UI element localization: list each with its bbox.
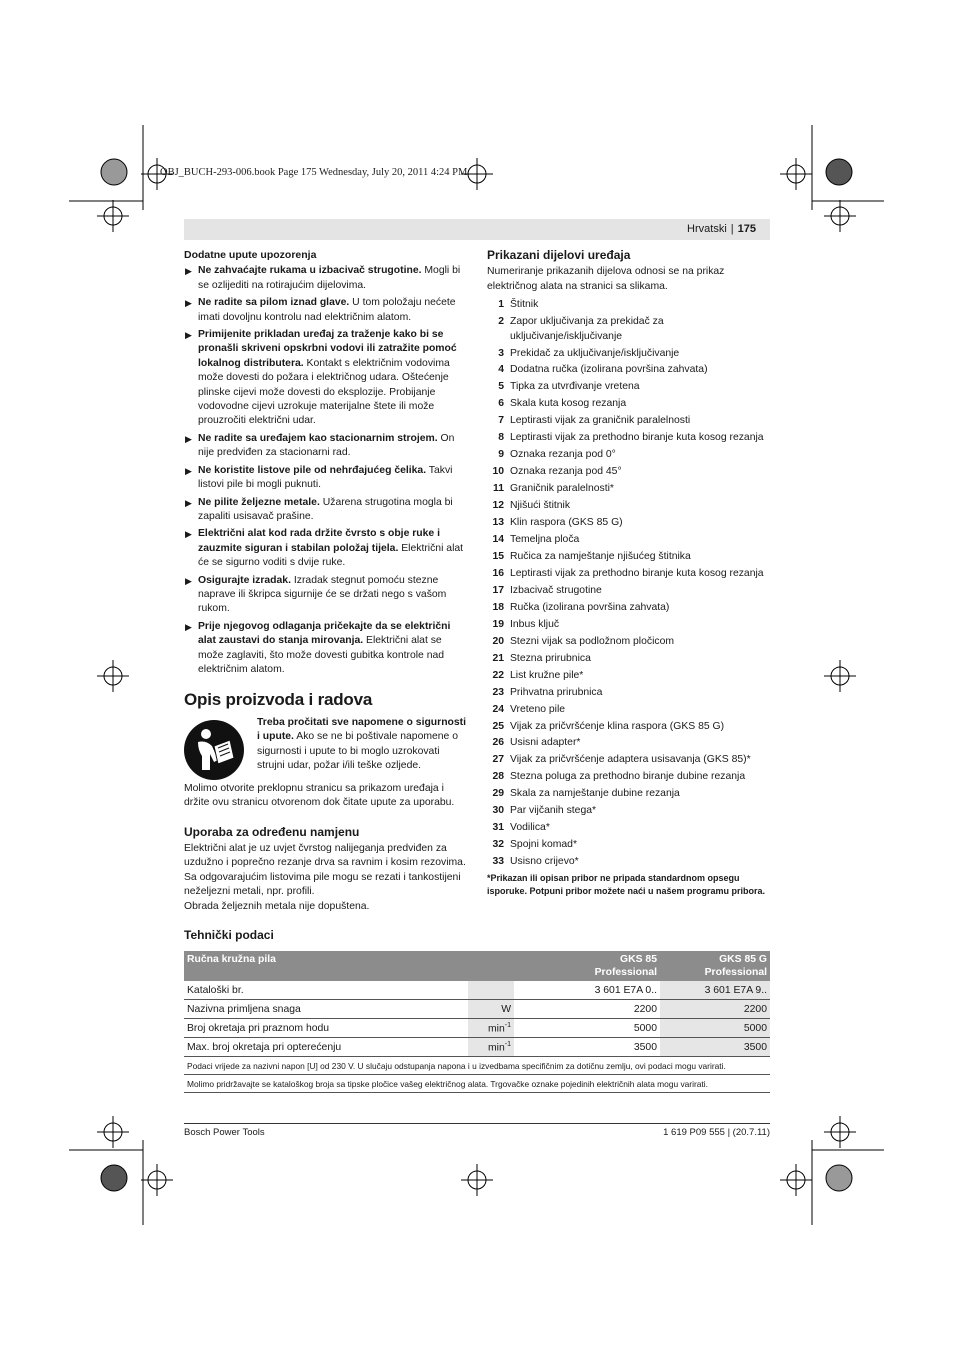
list-item: 2 Zapor uključivanja za prekidač za uključivanje/isključivanje (498, 316, 664, 342)
right-column (487, 248, 769, 898)
list-item: 1 Štitnik (498, 299, 539, 311)
list-item: 12 Njišući štitnik (492, 500, 571, 512)
list-item: 8 Leptirasti vijak za prethodno biranje kuta kosog rezanja (498, 432, 764, 444)
warning-item: ▶ Prije njegovog odlaganja pričekajte da se električni alat zaustavi do stanja mirovanja. Električni alat se može zaglaviti, što može dovesti gubitka kontrole nad električnim alatom. (185, 620, 451, 675)
warnings-list (184, 264, 466, 677)
list-item: 31 Vodilica* (492, 822, 550, 834)
tech-data-table (184, 951, 770, 1093)
warning-item: ▶ Ne radite sa uređajem kao stacionarnim strojem. On nije predviđen za stacionarni rad. (185, 432, 455, 459)
table-row: Max. broj okretaja pri opterećenju $\min^{-1}$ 3500 3500 (184, 1038, 770, 1057)
footer-docnumber: 1 619 P09 555 | (20.7.11) (663, 1127, 770, 1138)
fold-out-note: Molimo otvorite preklopnu stranicu sa prikazom uređaja i držite ovu stranicu otvorenom dok čitate upute za uporabu. (184, 782, 455, 809)
tech-data-title: Tehnički podaci (184, 928, 274, 942)
read-manual-icon (184, 720, 244, 780)
left-column (184, 248, 466, 914)
table-header-row (184, 951, 770, 981)
warning-item: ▶ Ne radite sa pilom iznad glave. U tom položaju nećete imati dovoljnu kontrolu nad električnim alatom. (185, 297, 456, 323)
section-title: Opis proizvoda i radova (184, 690, 373, 710)
header-separator: | (730, 223, 734, 235)
list-item: 30 Par vijčanih stega* (492, 805, 597, 817)
warning-item: ▶ Osigurajte izradak. Izradak stegnut pomoću stezne naprave ili škripca sigurnije će se držati nego s vašom rukom. (185, 574, 447, 615)
list-item: 29 Skala za namještanje dubine rezanja (492, 788, 680, 800)
table-note-row: Molimo pridržavajte se kataloškog broja sa tipske pločice vašeg električnog alata. Trgovačke oznake pojedinih električnih alata mogu varirati. (184, 1075, 770, 1093)
list-item: 33 Usisno crijevo* (492, 856, 579, 868)
list-item: 26 Usisni adapter* (492, 737, 581, 749)
intended-use-text-2: Obrada željeznih metala nije dopuštena. (184, 900, 370, 912)
list-item: 32 Spojni komad* (492, 839, 578, 851)
list-item: 4 Dodatna ručka (izolirana površina zahvata) (498, 364, 708, 376)
footer-rule (184, 1123, 770, 1124)
warning-item: ▶ Ne koristite listove pile od nehrđajućeg čelika. Takvi listovi pile bi mogli puknuti. (185, 464, 453, 491)
list-item: 13 Klin raspora (GKS 85 G) (492, 517, 623, 529)
list-item: 15 Ručica za namještanje njišućeg štitnika (492, 550, 691, 562)
list-item: 20 Stezni vijak sa podložnom pločicom (492, 635, 675, 647)
intended-use-title: Uporaba za određenu namjenu (184, 824, 360, 839)
bullet-triangle-icon: ▶ (185, 298, 192, 309)
table-note-row: Podaci vrijede za nazivni napon [U] od 230 V. U slučaju odstupanja napona i u izvedbama specifičnim za dotičnu zemlju, ovi podaci mogu varirati. (184, 1057, 770, 1075)
list-item: 3 Prekidač za uključivanje/isključivanje (498, 347, 680, 359)
page-number: 175 (737, 223, 756, 235)
warnings-title: Dodatne upute upozorenja (184, 249, 317, 261)
table-row: Broj okretaja pri praznom hodu $\min^{-1}$ 5000 5000 (184, 1019, 770, 1038)
list-item: 9 Oznaka rezanja pod 0° (498, 449, 616, 461)
read-instructions-text: Ako se ne bi poštivale napomene o sigurnosti i upute to bi moglo uzrokovati strujni udar, požar i/ili teške ozljede. (257, 731, 459, 771)
list-item: 16 Leptirasti vijak za prethodno biranje kuta kosog rezanja (492, 567, 764, 579)
bullet-triangle-icon: ▶ (185, 465, 192, 476)
read-instructions-bold: Treba pročitati sve napomene o sigurnosti i upute. (257, 716, 467, 743)
list-item: 23 Prihvatna prirubnica (492, 686, 603, 698)
table-header-model-2: GKS 85 G Professional (660, 951, 770, 981)
list-item: 14 Temeljna ploča (492, 534, 580, 546)
table-row: Kataloški br. 3 601 E7A 0.. 3 601 E7A 9.. (184, 981, 770, 1000)
warning-item: ▶ Električni alat kod rada držite čvrsto s obje ruke i zauzmite siguran i stabilan položaj tijela. Električni alat će se sigurno voditi s dvije ruke. (185, 528, 464, 569)
list-item: 21 Stezna prirubnica (492, 652, 591, 664)
list-item: 25 Vijak za pričvršćenje klina raspora (GKS 85 G) (492, 720, 725, 732)
table-header-model-1: GKS 85 Professional (514, 951, 660, 981)
list-item: 28 Stezna poluga za prethodno biranje dubine rezanja (492, 771, 746, 783)
table-header-label: Ručna kružna pila (184, 951, 468, 981)
warning-item: ▶ Primijenite prikladan uređaj za traženje kako bi se pronašli skriveni opskrbni vodovi ili zatražite pomoć lokalnog distributera. Kontakt s električnim vodovima može dovesti do požara i električnog udara. Oštećenje plinske cijevi može dovesti do eksplozije. Probijanje vodovodne cijevi uzrokuje materijalne štete ili može prouzročiti električni udar. (185, 329, 457, 427)
components-list (487, 298, 769, 869)
bullet-triangle-icon: ▶ (185, 621, 192, 632)
bullet-triangle-icon: ▶ (185, 433, 192, 444)
list-item: 7 Leptirasti vijak za graničnik paralelnosti (498, 415, 691, 427)
table-row: Nazivna primljena snaga W 2200 2200 (184, 1000, 770, 1019)
bullet-triangle-icon: ▶ (185, 575, 192, 586)
list-item: 17 Izbacivač strugotine (492, 584, 602, 596)
bullet-triangle-icon: ▶ (185, 529, 192, 540)
warning-item: ▶ Ne zahvaćajte rukama u izbacivač strugotine. Mogli bi se ozlijediti na rotirajućim dijelovima. (185, 265, 461, 291)
header-language: Hrvatski (687, 223, 727, 235)
list-item: 19 Inbus ključ (492, 618, 560, 630)
list-item: 6 Skala kuta kosog rezanja (498, 398, 627, 410)
accessory-footnote: *Prikazan ili opisan pribor ne pripada standardnom opsegu isporuke. Potpuni pribor možete naći u našem programu pribora. (487, 873, 766, 897)
bullet-triangle-icon: ▶ (185, 330, 192, 341)
bullet-triangle-icon: ▶ (185, 266, 192, 277)
list-item: 22 List kružne pile* (492, 669, 584, 681)
read-instructions-block (184, 716, 466, 778)
list-item: 11 Graničnik paralelnosti* (493, 483, 614, 495)
footer-brand: Bosch Power Tools (184, 1127, 265, 1138)
list-item: 10 Oznaka rezanja pod 45° (492, 466, 622, 478)
list-item: 24 Vreteno pile (492, 703, 566, 715)
bullet-triangle-icon: ▶ (185, 497, 192, 508)
print-info: OBJ_BUCH-293-006.book Page 175 Wednesday, July 20, 2011 4:24 PM (160, 167, 468, 178)
warning-item: ▶ Ne pilite željezne metale. Užarena strugotina mogla bi zapaliti usisavač prašine. (185, 496, 453, 522)
intended-use-text: Električni alat je uz uvjet čvrstog nalijeganja predviđen za uzdužno i poprečno rezanje drva sa ravnim i kosim rezovima. Sa odgovarajućim listovima pile mogu se rezati i tankostijeni neželjezni metali, npr. profili. (184, 843, 466, 898)
page-header (184, 219, 770, 240)
list-item: 18 Ručka (izolirana površina zahvata) (492, 601, 670, 613)
components-title: Prikazani dijelovi uređaja (487, 248, 631, 262)
list-item: 5 Tipka za utvrđivanje vretena (498, 381, 640, 393)
components-intro: Numeriranje prikazanih dijelova odnosi se na prikaz električnog alata na stranici sa slikama. (487, 266, 725, 292)
list-item: 27 Vijak za pričvršćenje adaptera usisavanja (GKS 85)* (492, 754, 751, 766)
